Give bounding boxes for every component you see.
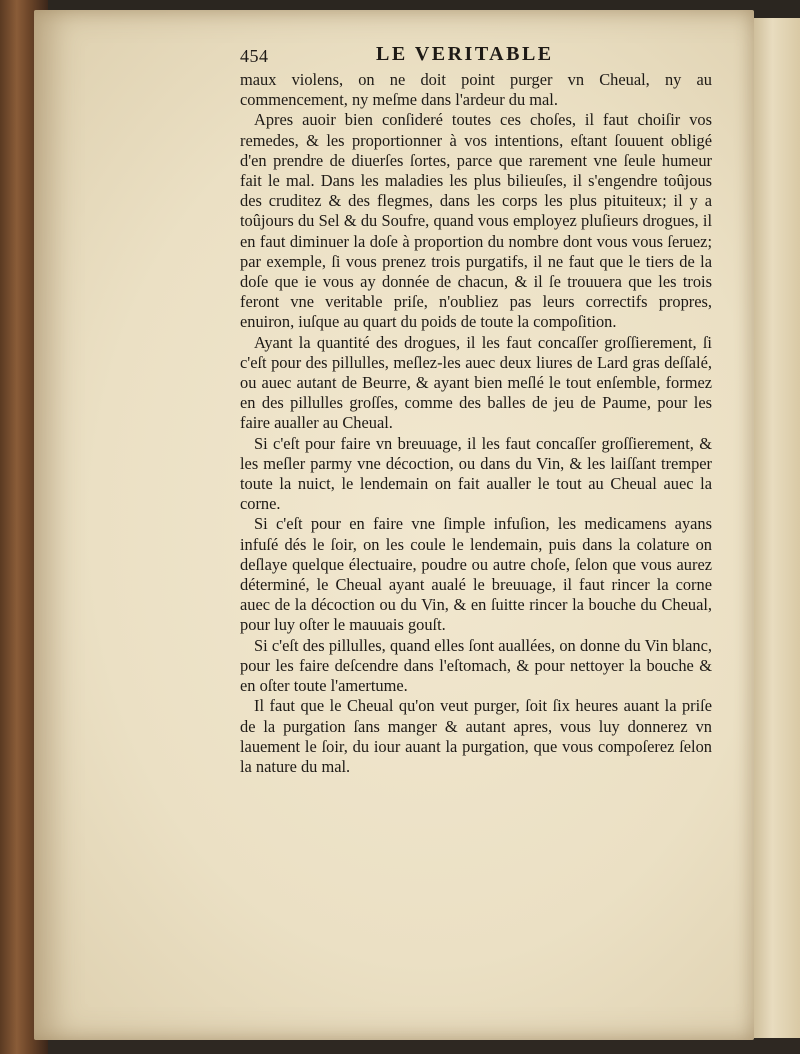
page-content: [240, 43, 712, 906]
paragraph: maux violens, on ne doit point purger vn Cheual, ny au commencement, ny meſme dans l'ardeur du mal.: [240, 70, 712, 110]
paragraph: Si c'eſt des pillulles, quand elles ſont auallées, on donne du Vin blanc, pour les faire deſcendre dans l'eſtomach, & pour nettoyer la bouche & en oſter toute l'amertume.: [240, 635, 712, 696]
page-header: [240, 43, 712, 70]
paragraph: Si c'eſt pour en faire vne ſimple infuſion, les medicamens ayans infuſé dés le ſoir, on les coule le lendemain, puis dans la colature on deſlaye quelque électuaire, poudre ou autre choſe, ſelon que vous aurez déterminé, le Cheual ayant aualé le breuuage, il faut rincer la corne auec de la décoction ou du Vin, & en ſuitte rincer la bouche du Cheual, pour luy oſter le mauuais gouſt.: [240, 514, 712, 635]
running-head: LE VERITABLE: [376, 43, 554, 65]
paragraph: Il faut que le Cheual qu'on veut purger, ſoit ſix heures auant la priſe de la purgation ſans manger & autant apres, vous luy donnerez vn lauement le ſoir, du iour auant la purgation, que vous compoſerez ſelon la nature du mal.: [240, 696, 712, 776]
paragraph: Si c'eſt pour faire vn breuuage, il les faut concaſſer groſſierement, & les meſler parmy vne décoction, ou dans du Vin, & les laiſſant tremper toute la nuict, le lendemain on fait aualler le tout au Cheual auec la corne.: [240, 433, 712, 514]
paragraph: Ayant la quantité des drogues, il les faut concaſſer groſſierement, ſi c'eſt pour des pillulles, meſlez-les auec deux liures de Lard gras deſſalé, ou auec autant de Beurre, & ayant bien meſlé le tout enſemble, formez en des pillulles groſſes, comme des balles de jeu de Paume, pour les faire aualler au Cheual.: [240, 332, 712, 433]
facing-page-edge: [752, 18, 800, 1038]
paragraph: Apres auoir bien conſideré toutes ces choſes, il faut choiſir vos remedes, & les proportionner à vos intentions, eſtant ſouuent obligé d'en prendre de diuerſes ſortes, parce que rarement vne ſeule humeur fait le mal. Dans les maladies les plus bilieuſes, il s'engendre toûjous des cruditez & des flegmes, dans les corps les plus pituiteux; il y a toûjours du Sel & du Soufre, quand vous employez pluſieurs drogues, il en faut diminuer la doſe à proportion du nombre dont vous vous ſeruez; par exemple, ſi vous prenez trois purgatifs, il ne faut que le tiers de la doſe que ie vous ay donnée de chacun, & il ſe trouuera que les trois feront vne veritable priſe, n'oubliez pas leurs correctifs propres, enuiron, iuſque au quart du poids de toute la compoſition.: [240, 110, 712, 332]
page-number: 454: [240, 46, 269, 66]
